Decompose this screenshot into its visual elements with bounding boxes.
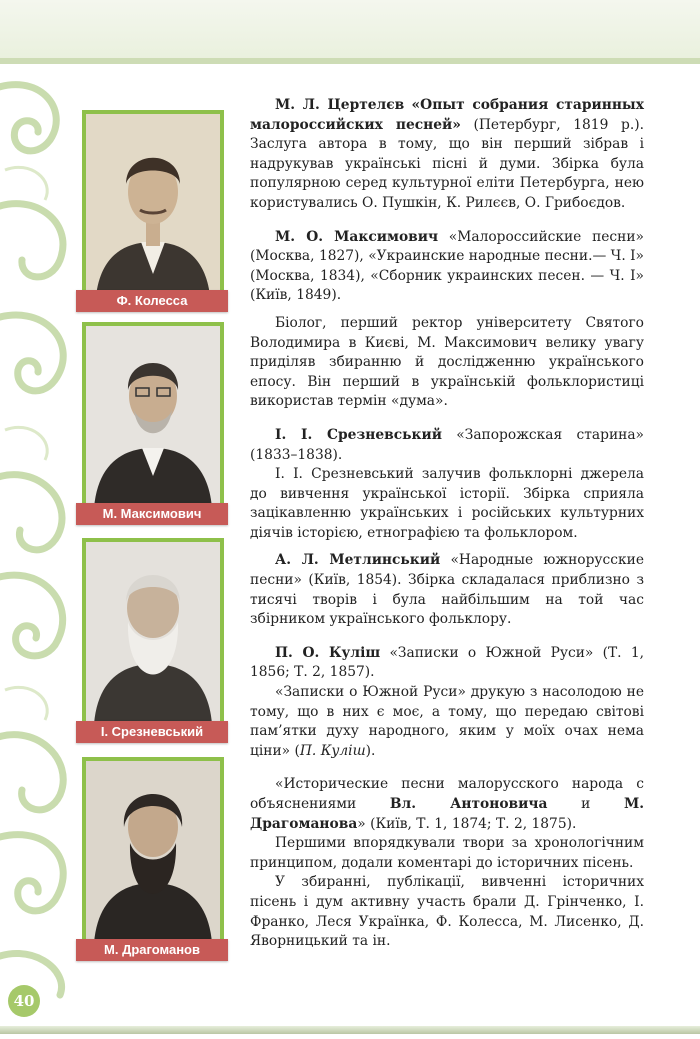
book-title: «Опыт собрания старинных малороссийских песней» bbox=[250, 97, 644, 133]
quote-author: П. Куліш bbox=[299, 742, 366, 759]
author-name: І. І. Срезневський bbox=[275, 426, 442, 443]
paragraph-metlynsky bbox=[250, 551, 644, 629]
author-name: А. Л. Метлинський bbox=[275, 552, 441, 569]
portrait-sreznevsky bbox=[82, 538, 224, 728]
portrait-kolessa bbox=[82, 110, 224, 300]
portrait-caption: М. Максимович bbox=[76, 503, 228, 525]
paragraph-text: «Малороссийские песни» (Москва, 1827), «Украинские народные песни.— Ч. І» (Москва, 1834), «Сборник украинских песен. — Ч. І» (Київ, 1849). bbox=[250, 228, 644, 304]
decorative-swirls bbox=[0, 60, 95, 1000]
author-name: Вл. Антоновича bbox=[389, 796, 548, 812]
paragraph-kulish bbox=[250, 644, 644, 683]
paragraph-text: » (Київ, Т. 1, 1874; Т. 2, 1875). bbox=[357, 815, 577, 832]
paragraph-historical-p2: Першими впорядкували твори за хронологічним принципом, додали коментарі до історичних пісень. bbox=[250, 835, 644, 871]
paragraph-kulish-quote bbox=[250, 683, 644, 761]
portrait-caption: М. Драгоманов bbox=[76, 939, 228, 961]
paragraph-maksymovych bbox=[250, 228, 644, 306]
bottom-rule bbox=[0, 1026, 700, 1034]
portrait-caption: І. Срезневський bbox=[76, 721, 228, 743]
paragraph-tsertelev bbox=[250, 96, 644, 214]
paragraph-text: (Петербург, 1819 р.). Заслуга автора в тому, що він перший зібрав і надрукував українські пісні й думи. Збірка була популярною серед культурної еліти Петербурга, нею користувались О. Пушкін, К. Рилєєв, О. Грибоєдов. bbox=[250, 116, 644, 211]
page-number: 40 bbox=[8, 985, 40, 1017]
paragraph-text: и bbox=[547, 796, 624, 812]
paragraph-sreznevsky-desc: І. І. Срезневський залучив фольклорні джерела до вивчення української історії. Збірка сприяла зацікавленню українських і російських культурних діячів історією, етнографією та фольклором. bbox=[250, 466, 644, 541]
paragraph-text: «Народные южнорусские песни» (Київ, 1854). Збірка складалася приблизно з тисячі творів і була найбільшим на той час збірником українського фольклору. bbox=[250, 552, 644, 628]
paragraph-historical-songs bbox=[250, 775, 644, 834]
portrait-drahomanov bbox=[82, 757, 224, 947]
paragraph-text: «Запорожская старина» (1833–1838). bbox=[250, 426, 644, 463]
top-rule bbox=[0, 58, 700, 64]
paragraph-text: «Записки о Южной Руси» (Т. 1, 1856; Т. 2, 1857). bbox=[250, 644, 644, 681]
author-name: М. Л. Цертелєв bbox=[275, 97, 405, 113]
quote-end: ). bbox=[365, 742, 376, 759]
top-band bbox=[0, 0, 700, 62]
portrait-maksymovych bbox=[82, 322, 224, 512]
author-name: М. Драгоманова bbox=[250, 796, 645, 832]
author-name: М. О. Максимович bbox=[275, 228, 439, 245]
quote-text: «Записки о Южной Руси» друкую з насолодою не тому, що в них є моє, а тому, що передаю світові пам’ятки духу народного, яким у моїх очах нема ціни» ( bbox=[250, 684, 644, 759]
portrait-caption: Ф. Колесса bbox=[76, 290, 228, 312]
paragraph-text: «Исторические песни малорусского народа с объяснениями bbox=[250, 776, 644, 812]
author-name: П. О. Куліш bbox=[275, 644, 381, 661]
paragraph-maksymovych-bio: Біолог, перший ректор університету Святого Володимира в Києві, М. Максимович велику увагу приділяв збиранню й дослідженню українського епосу. Він перший в українській фольклористиці використав термін «дума». bbox=[250, 314, 644, 410]
main-text bbox=[250, 96, 644, 952]
paragraph-sreznevsky bbox=[250, 426, 644, 465]
paragraph-historical-p3: У збиранні, публікації, вивченні історичних пісень і дум активну участь брали Д. Грінченко, І. Франко, Леся Українка, Ф. Колесса, М. Лисенко, Д. Яворницький та ін. bbox=[250, 874, 644, 950]
